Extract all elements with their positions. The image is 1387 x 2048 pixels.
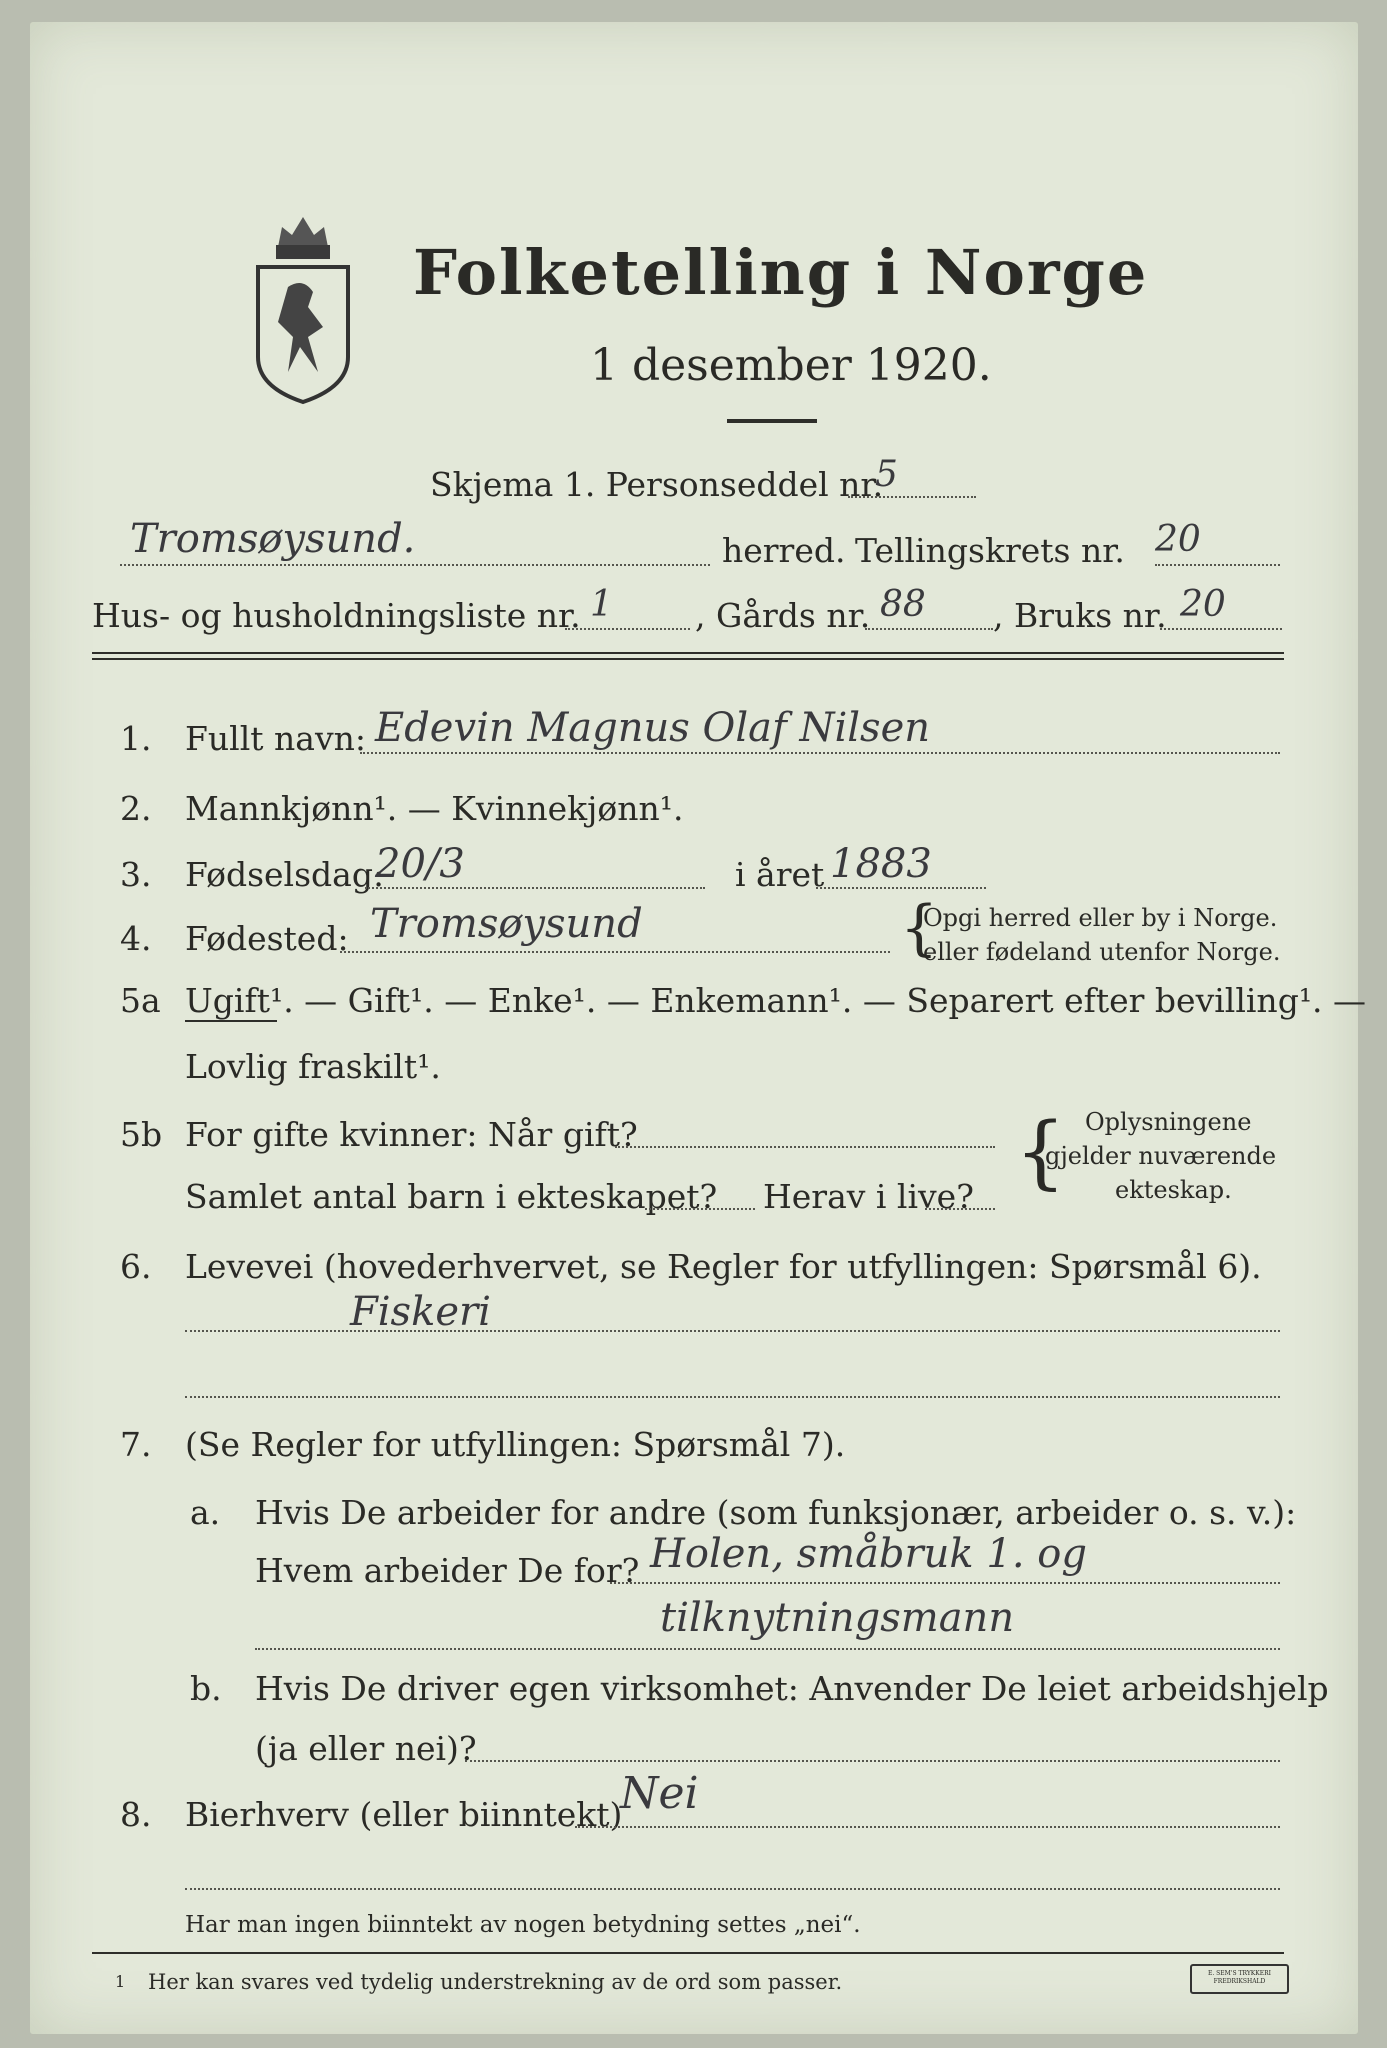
q7a-label: Hvis De arbeider for andre (som funksjonær, arbeider o. s. v.): bbox=[255, 1493, 1297, 1532]
q4-line bbox=[340, 951, 890, 953]
q1-number: 1. bbox=[120, 719, 152, 758]
q2-label: Mannkjønn¹. — Kvinnekjønn¹. bbox=[185, 789, 684, 828]
q4-note-2: eller fødeland utenfor Norge. bbox=[923, 938, 1281, 966]
page-title: Folketelling i Norge bbox=[413, 236, 1149, 309]
q2-number: 2. bbox=[120, 789, 152, 828]
q4-brace: { bbox=[900, 893, 939, 963]
q7a-line-1 bbox=[610, 1582, 1280, 1584]
q8-side-income: Nei bbox=[620, 1768, 699, 1819]
q7b-line bbox=[465, 1760, 1280, 1762]
tellingskrets-line bbox=[1155, 564, 1280, 566]
bruks-line bbox=[1160, 628, 1282, 630]
hus-line bbox=[565, 628, 690, 630]
printer-stamp-text: E. SEM'S TRYKKERI FREDRIKSHALD bbox=[1207, 1970, 1272, 1985]
q5b-brace: { bbox=[1015, 1105, 1066, 1198]
q3-number: 3. bbox=[120, 855, 152, 894]
census-form-sheet bbox=[30, 22, 1367, 2034]
q6-line-1 bbox=[185, 1330, 1280, 1332]
q3-year-line bbox=[816, 887, 986, 889]
q6-line-2 bbox=[185, 1396, 1280, 1398]
footer-note: Har man ingen biinntekt av nogen betydning settes „nei“. bbox=[185, 1912, 861, 1938]
personseddel-nr: 5 bbox=[875, 454, 898, 495]
q7a-employer-2: tilknytningsmann bbox=[660, 1595, 1015, 1641]
gards-label: , Gårds nr. bbox=[695, 596, 871, 635]
q5a-line-2: Lovlig fraskilt¹. bbox=[185, 1047, 441, 1086]
q7a-line-2 bbox=[255, 1648, 1280, 1650]
q5b-label: For gifte kvinner: Når gift? bbox=[185, 1115, 638, 1154]
census-date: 1 desember 1920. bbox=[590, 340, 992, 391]
q6-occupation: Fiskeri bbox=[350, 1289, 491, 1335]
hus-nr: 1 bbox=[590, 584, 613, 625]
q5a-underline-ugift bbox=[185, 1020, 277, 1022]
q7-label: (Se Regler for utfyllingen: Spørsmål 7). bbox=[185, 1425, 846, 1464]
hus-label: Hus- og husholdningsliste nr. bbox=[92, 596, 581, 635]
gards-nr: 88 bbox=[880, 584, 926, 625]
q5a-number: 5a bbox=[120, 981, 161, 1020]
q1-line bbox=[360, 752, 1280, 754]
printer-stamp bbox=[1190, 1964, 1289, 1994]
q3-birthday: 20/3 bbox=[375, 841, 465, 887]
q4-note-1: Opgi herred eller by i Norge. bbox=[923, 904, 1278, 932]
q5b-line-3 bbox=[925, 1208, 995, 1210]
header-double-rule-top bbox=[92, 652, 1284, 654]
bruks-label: , Bruks nr. bbox=[993, 596, 1167, 635]
q5b-note-2: gjelder nuværende bbox=[1045, 1142, 1277, 1170]
q7b-letter: b. bbox=[190, 1669, 222, 1708]
q7a-employer-1: Holen, småbruk 1. og bbox=[650, 1531, 1087, 1577]
q3-line bbox=[365, 887, 705, 889]
q5b-label-2: Samlet antal barn i ekteskapet? bbox=[185, 1177, 718, 1216]
q8-line-2 bbox=[185, 1888, 1280, 1890]
q5b-note-3: ekteskap. bbox=[1115, 1176, 1232, 1204]
q7a-letter: a. bbox=[190, 1493, 221, 1532]
q4-birthplace: Tromsøysund bbox=[370, 901, 643, 947]
q4-label: Fødested: bbox=[185, 919, 349, 958]
herred-label: herred. bbox=[722, 531, 846, 570]
q3-birth-year: 1883 bbox=[830, 841, 932, 887]
personseddel-line bbox=[848, 496, 976, 498]
q7a-label-2: Hvem arbeider De for? bbox=[255, 1551, 640, 1590]
q8-line bbox=[575, 1826, 1280, 1828]
q1-full-name: Edevin Magnus Olaf Nilsen bbox=[375, 705, 931, 751]
q3-label: Fødselsdag: bbox=[185, 855, 385, 894]
q4-number: 4. bbox=[120, 919, 152, 958]
q5b-line bbox=[615, 1146, 995, 1148]
gards-line bbox=[865, 628, 993, 630]
q8-number: 8. bbox=[120, 1795, 152, 1834]
q5a-options: Ugift¹. — Gift¹. — Enke¹. — Enkemann¹. — Separert efter bevilling¹. — bbox=[185, 981, 1367, 1020]
q5b-line-2 bbox=[645, 1208, 755, 1210]
header-double-rule-bottom bbox=[92, 658, 1284, 660]
q3-year-label: i året bbox=[735, 855, 825, 894]
q5b-label-3: Herav i live? bbox=[763, 1177, 974, 1216]
q5b-number: 5b bbox=[120, 1115, 163, 1154]
norwegian-coat-of-arms-icon bbox=[248, 187, 358, 407]
skjema-label: Skjema 1. Personseddel nr. bbox=[430, 465, 884, 504]
q6-number: 6. bbox=[120, 1247, 152, 1286]
q7b-label-2: (ja eller nei)? bbox=[255, 1729, 477, 1768]
title-divider bbox=[727, 419, 817, 423]
herred-value: Tromsøysund. bbox=[130, 516, 416, 562]
q6-label: Levevei (hovederhvervet, se Regler for utfyllingen: Spørsmål 6). bbox=[185, 1247, 1262, 1286]
tellingskrets-label: Tellingskrets nr. bbox=[855, 531, 1125, 570]
q1-label: Fullt navn: bbox=[185, 719, 366, 758]
herred-line bbox=[120, 564, 710, 566]
bruks-nr: 20 bbox=[1180, 584, 1226, 625]
tellingskrets-nr: 20 bbox=[1155, 519, 1201, 560]
footnote-text: Her kan svares ved tydelig understrekning av de ord som passer. bbox=[148, 1970, 843, 1994]
footer-rule bbox=[92, 1952, 1284, 1954]
q7b-label: Hvis De driver egen virksomhet: Anvender De leiet arbeidshjelp bbox=[255, 1669, 1329, 1708]
q8-label: Bierhverv (eller biinntekt) bbox=[185, 1795, 623, 1834]
footnote-number: 1 bbox=[115, 1972, 126, 1991]
q7-number: 7. bbox=[120, 1425, 152, 1464]
q5b-note-1: Oplysningene bbox=[1085, 1108, 1252, 1136]
